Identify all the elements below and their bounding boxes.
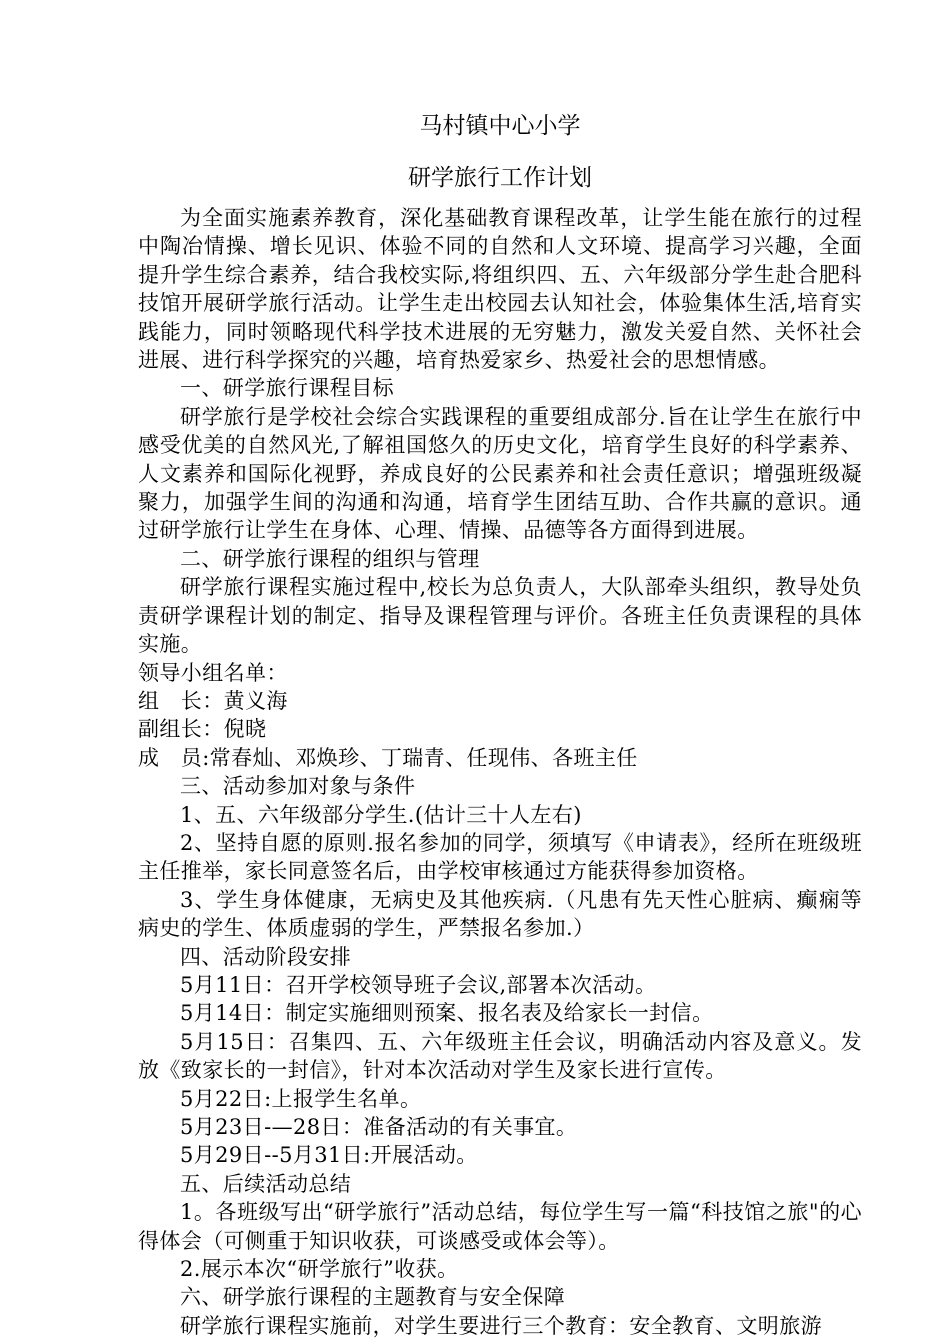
section-2-paragraph: 研学旅行课程实施过程中,校长为总负责人，大队部牵头组织，教导处负责研学课程计划的制定、指导及课程管理与评价。各班主任负责课程的具体实施。 <box>138 575 862 657</box>
section-heading-2: 二、研学旅行课程的组织与管理 <box>180 546 480 571</box>
participant-item-3: 3、学生身体健康，无病史及其他疾病.（凡患有先天性心脏病、癫痫等病史的学生、体质虚弱的学生，严禁报名参加.） <box>138 887 862 941</box>
participant-item-1: 1、五、六年级部分学生.(估计三十人左右) <box>180 802 582 827</box>
schedule-item-1: 5月11日：召开学校领导班子会议,部署本次活动。 <box>180 972 657 997</box>
document-body <box>138 204 862 1340</box>
intro-paragraph: 为全面实施素养教育，深化基础教育课程改革，让学生能在旅行的过程中陶冶情操、增长见识、体验不同的自然和人文环境、提高学习兴趣，全面提升学生综合素养，结合我校实际,将组织四、五、六年级部分学生赴合肥科技馆开展研学旅行活动。让学生走出校园去认知社会，体验集体生活,培育实践能力，同时领略现代科学技术进展的无穷魅力，激发关爱自然、关怀社会进展、进行科学探究的兴趣，培育热爱家乡、热爱社会的思想情感。 <box>138 206 862 373</box>
section-heading-5: 五、后续活动总结 <box>180 1171 352 1196</box>
section-heading-3: 三、活动参加对象与条件 <box>180 774 416 799</box>
participant-item-2: 2、坚持自愿的原则.报名参加的同学，须填写《申请表》，经所在班级班主任推举，家长同意签名后，由学校审核通过方能获得参加资格。 <box>138 830 862 884</box>
leader-members: 成 员:常春灿、邓焕珍、丁瑞青、任现伟、各班主任 <box>138 745 638 770</box>
section-1-paragraph: 研学旅行是学校社会综合实践课程的重要组成部分.旨在让学生在旅行中感受优美的自然风光,了解祖国悠久的历史文化，培育学生良好的科学素养、人文素养和国际化视野，养成良好的公民素养和社会责任意识；增强班级凝聚力，加强学生间的沟通和沟通，培育学生团结互助、合作共赢的意识。通过研学旅行让学生在身体、心理、情操、品德等各方面得到进展。 <box>138 404 862 543</box>
summary-item-2: 2.展示本次“研学旅行”收获。 <box>180 1257 459 1282</box>
leader-deputy: 副组长：倪晓 <box>138 717 267 742</box>
document-title: 马村镇中心小学 <box>419 113 581 139</box>
section-6-paragraph: 研学旅行课程实施前，对学生要进行三个教育：安全教育、文明旅游 <box>180 1313 822 1338</box>
summary-item-1: 1。各班级写出“研学旅行”活动总结，每位学生写一篇“科技馆之旅"的心得体会（可侧重于知识收获，可谈感受或体会等）。 <box>138 1200 862 1253</box>
leader-leader: 组 长：黄义海 <box>138 688 288 713</box>
schedule-item-4: 5月22日:上报学生名单。 <box>180 1086 422 1111</box>
schedule-item-2: 5月14日：制定实施细则预案、报名表及给家长一封信。 <box>180 1001 714 1026</box>
section-heading-6: 六、研学旅行课程的主题教育与安全保障 <box>180 1285 566 1310</box>
section-heading-1: 一、研学旅行课程目标 <box>180 376 394 401</box>
section-heading-4: 四、活动阶段安排 <box>180 944 352 969</box>
schedule-item-3: 5月15日：召集四、五、六年级班主任会议，明确活动内容及意义。发放《致家长的一封信》，针对本次活动对学生及家长进行宣传。 <box>138 1029 862 1083</box>
document-page <box>138 104 862 1340</box>
schedule-item-6: 5月29日--5月31日:开展活动。 <box>180 1143 478 1168</box>
leaders-heading: 领导小组名单： <box>138 660 288 685</box>
schedule-item-5: 5月23日-—28日：准备活动的有关事宜。 <box>180 1115 578 1139</box>
document-subtitle: 研学旅行工作计划 <box>408 165 592 191</box>
